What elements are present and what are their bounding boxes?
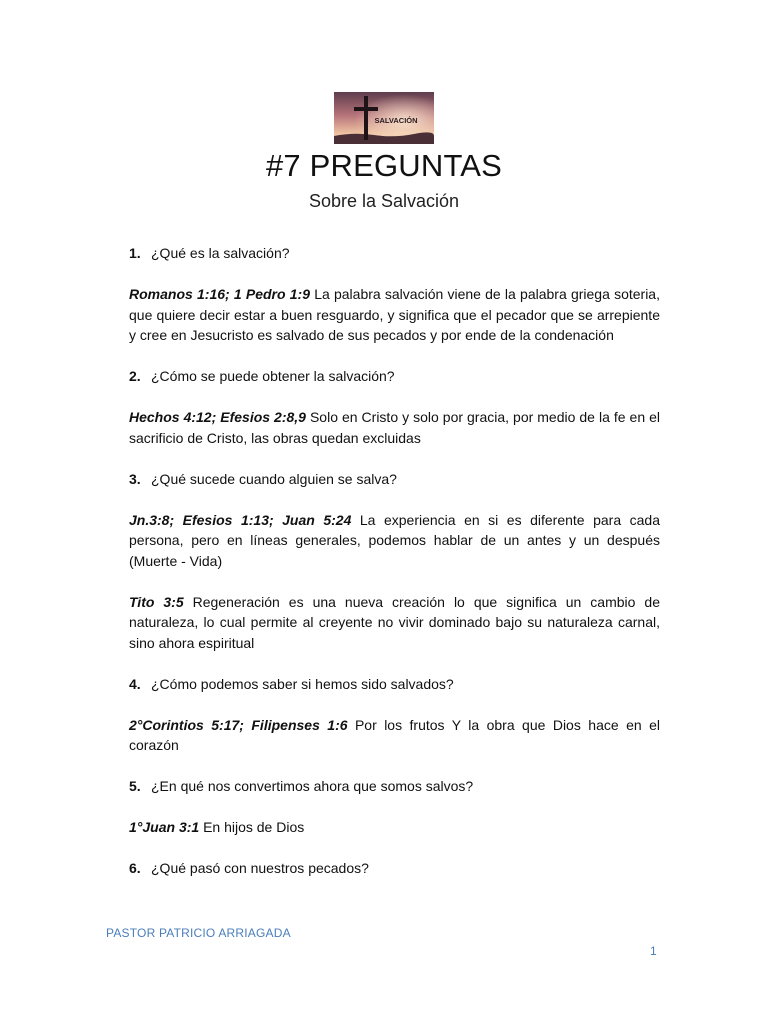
question-number: 2. [129, 368, 141, 384]
answer-paragraph [129, 592, 660, 654]
salvation-cross-image [334, 92, 434, 144]
page-title: #7 PREGUNTAS [265, 148, 503, 183]
bible-reference: Tito 3:5 [129, 593, 184, 610]
bible-reference: Hechos 4:12; Efesios 2:8,9 [129, 409, 306, 425]
question-item [129, 243, 660, 264]
qa-content [129, 243, 660, 899]
answer-paragraph [129, 407, 660, 448]
answer-text: La palabra salvación viene de la palabra griega soteria, que quiere decir estar a buen resguardo, y significa que el pecador que se arrepiente y cree en Jesucristo es salvado de sus pecados y por ende de la condenación [129, 286, 660, 343]
footer-author: PASTOR PATRICIO ARRIAGADA [106, 926, 291, 940]
question-number: 3. [129, 470, 141, 487]
question-item [129, 858, 660, 879]
question-item [129, 776, 660, 797]
answer-text: En hijos de Dios [199, 819, 305, 835]
cross-sunset-icon [334, 92, 434, 144]
question-number: 1. [129, 245, 141, 261]
answer-text: La experiencia en si es diferente para cada persona, pero en líneas generales, podemos hablar de un antes y un después (Muerte - Vida) [129, 511, 660, 569]
question-number: 5. [129, 778, 141, 794]
answer-paragraph [129, 715, 660, 756]
bible-reference: 1°Juan 3:1 [129, 819, 200, 835]
question-number: 6. [129, 860, 141, 876]
question-text: ¿Qué sucede cuando alguien se salva? [151, 470, 397, 487]
answer-text: Por los frutos Y la obra que Dios hace en el corazón [129, 716, 660, 753]
answer-paragraph [129, 817, 660, 838]
answer-paragraph [129, 284, 660, 346]
question-text: ¿En qué nos convertimos ahora que somos salvos? [151, 778, 474, 794]
question-text: ¿Cómo podemos saber si hemos sido salvados? [151, 675, 454, 692]
page-number: 1 [650, 944, 657, 958]
bible-reference: Jn.3:8; Efesios 1:13; Juan 5:24 [129, 511, 352, 528]
question-item [129, 674, 660, 695]
question-number: 4. [129, 675, 141, 692]
answer-text: Solo en Cristo y solo por gracia, por medio de la fe en el sacrificio de Cristo, las obras quedan excluidas [129, 409, 660, 446]
answer-text: Regeneración es una nueva creación lo que significa un cambio de naturaleza, lo cual permite al creyente no vivir dominado bajo su naturaleza carnal, sino ahora espiritual [129, 593, 661, 651]
answer-paragraph [129, 510, 660, 572]
question-text: ¿Qué pasó con nuestros pecados? [151, 860, 369, 876]
question-text: ¿Cómo se puede obtener la salvación? [151, 368, 395, 384]
logo-text: SALVACIÓN [374, 116, 418, 125]
page-subtitle: Sobre la Salvación [308, 191, 460, 211]
question-item [129, 366, 660, 387]
bible-reference: 2°Corintios 5:17; Filipenses 1:6 [129, 716, 348, 733]
question-text: ¿Qué es la salvación? [151, 245, 290, 261]
bible-reference: Romanos 1:16; 1 Pedro 1:9 [129, 286, 310, 302]
question-item [129, 469, 660, 490]
